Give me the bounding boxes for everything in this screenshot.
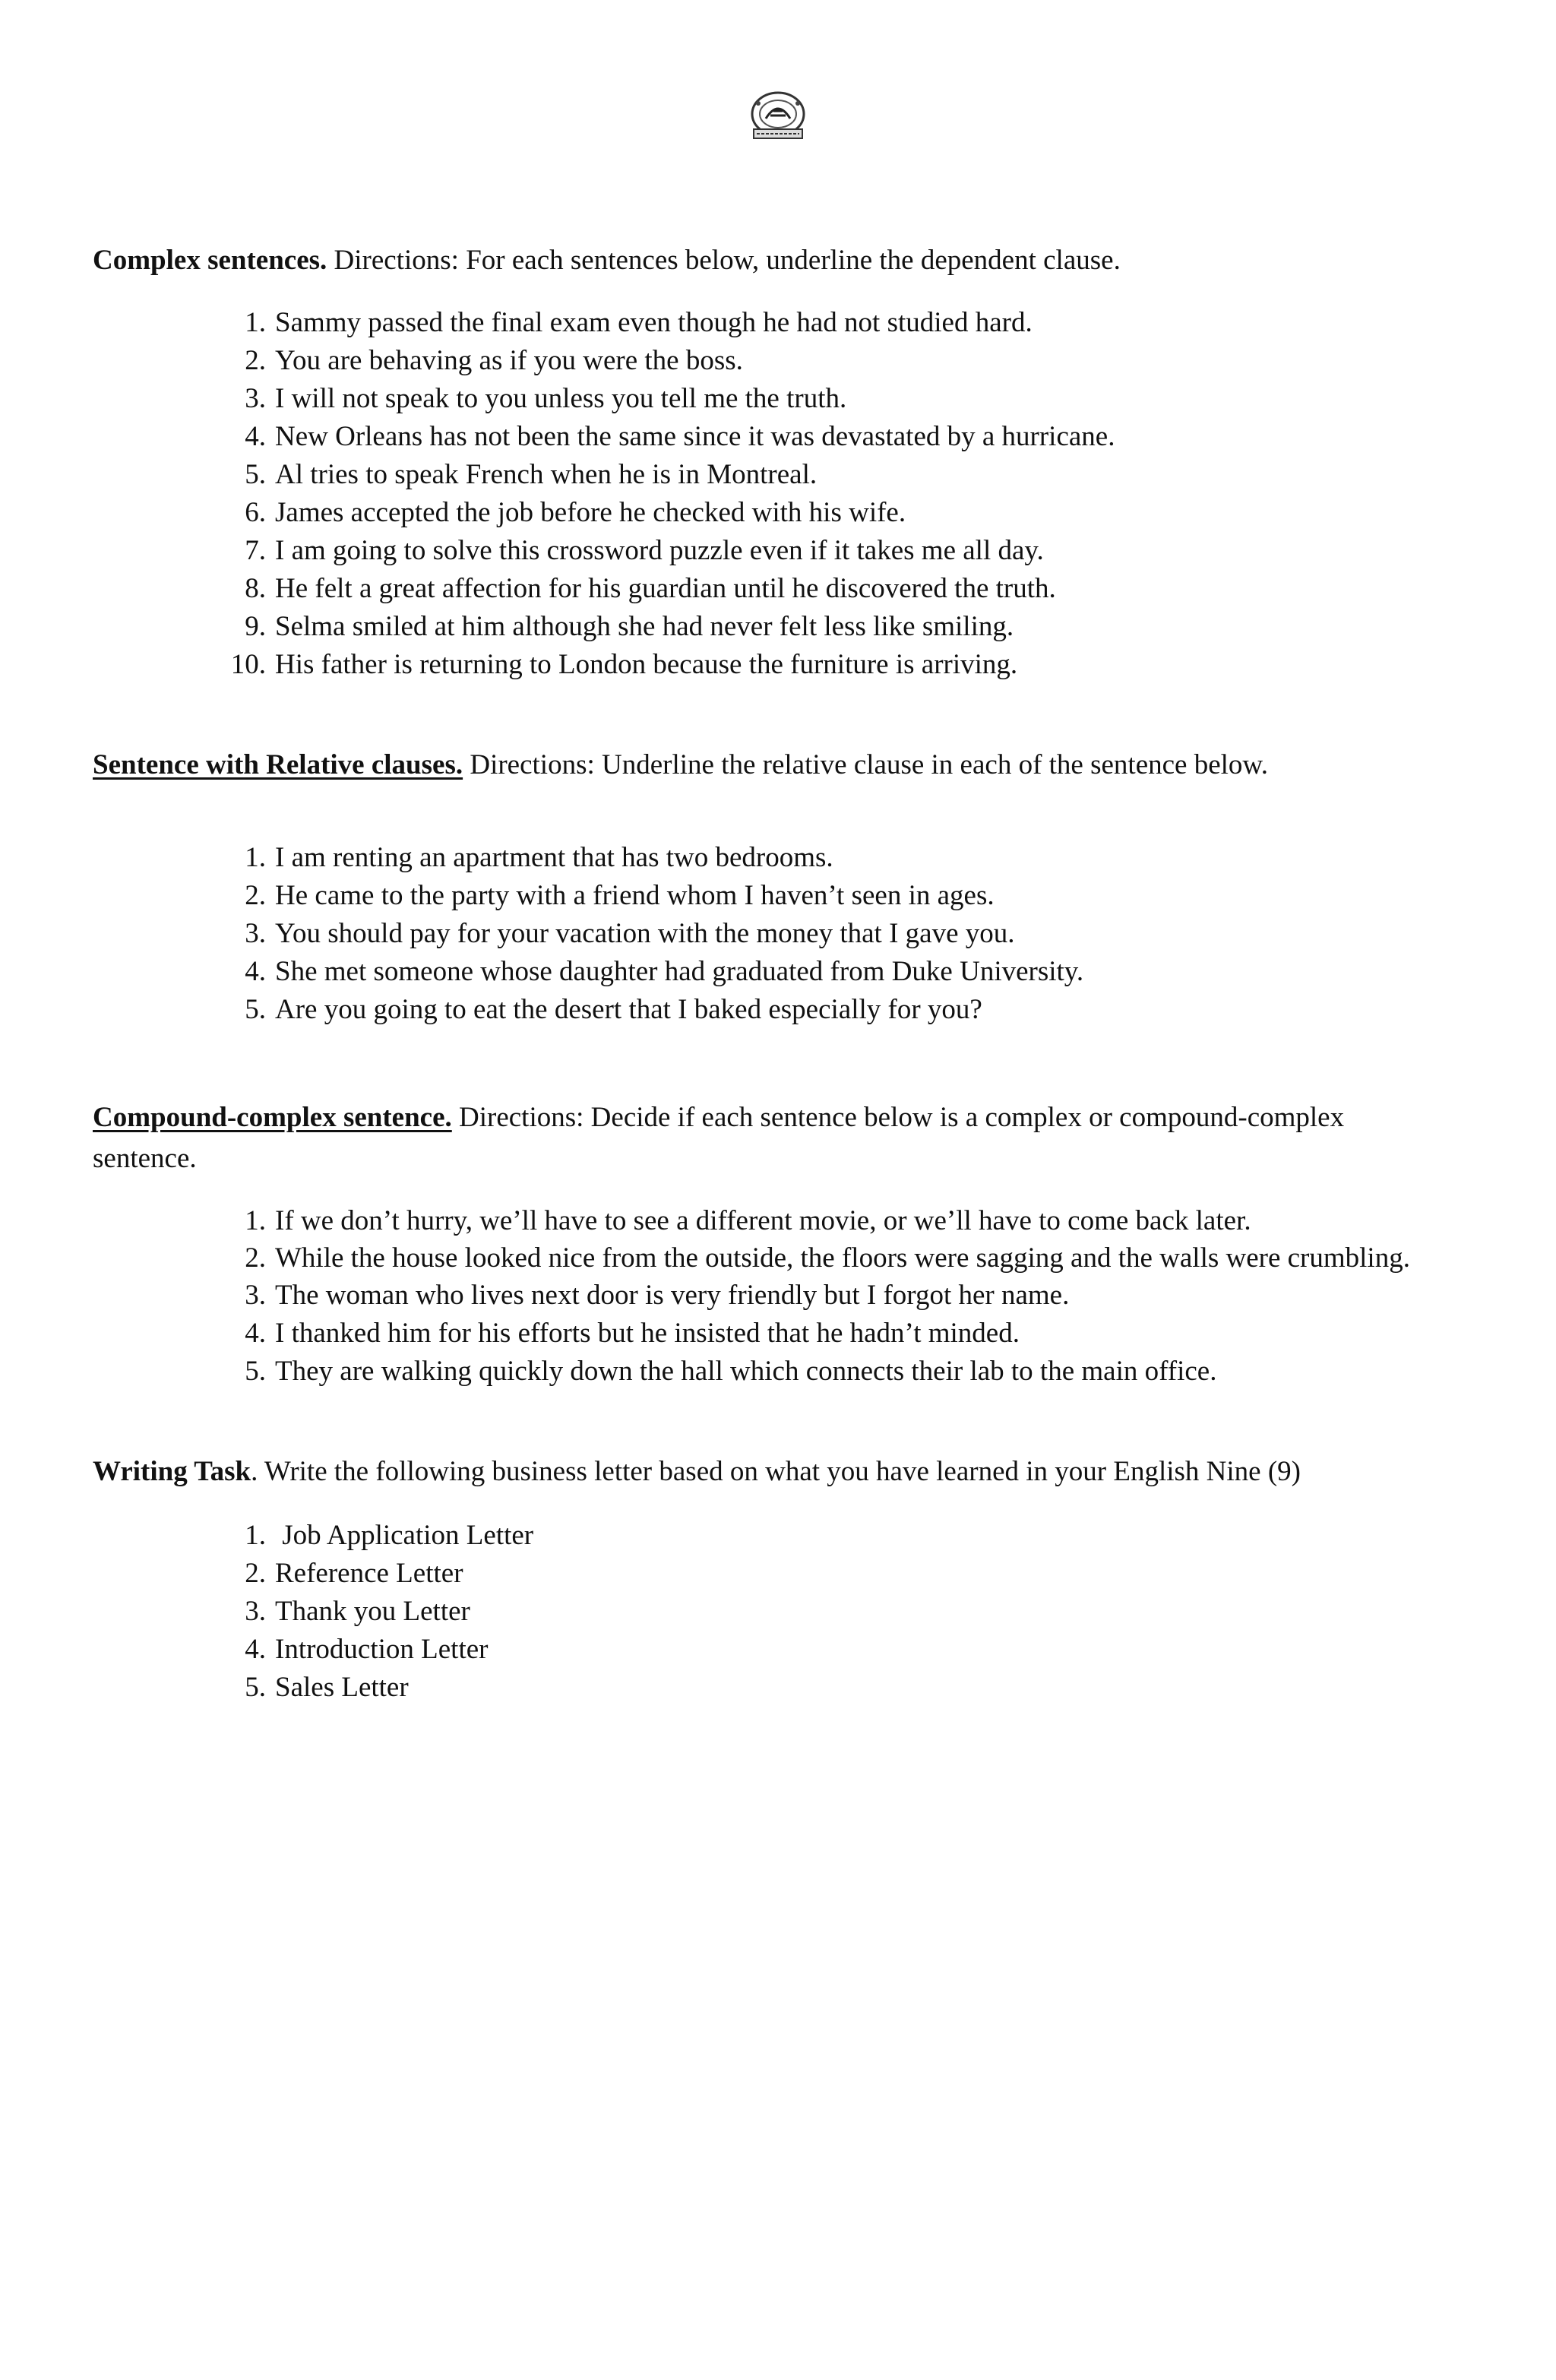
item-number: 2. (245, 880, 266, 911)
list-item (93, 456, 1430, 494)
item-text: I am going to solve this crossword puzzle even if it takes me all day. (275, 535, 1044, 566)
list-item (93, 877, 1430, 915)
item-number: 3. (245, 383, 266, 414)
item-text: She met someone whose daughter had graduated from Duke University. (275, 956, 1084, 987)
item-number: 10. (230, 649, 266, 680)
item-number: 4. (245, 421, 266, 452)
section-heading (93, 1097, 1430, 1179)
item-text: He felt a great affection for his guardian until he discovered the truth. (275, 573, 1056, 604)
item-text: While the house looked nice from the outside, the floors were sagging and the walls were crumbling. (275, 1242, 1410, 1274)
section-title: Compound-complex sentence. (93, 1102, 452, 1133)
complex-sentence-list (93, 304, 1430, 684)
item-text: I am renting an apartment that has two bedrooms. (275, 842, 833, 873)
list-item (93, 915, 1430, 953)
list-item (93, 1202, 1430, 1240)
section-title: Complex sentences. (93, 245, 327, 276)
item-number: 4. (245, 956, 266, 987)
item-text: You are behaving as if you were the boss. (275, 345, 743, 376)
item-text: Thank you Letter (275, 1596, 470, 1627)
item-text: Selma smiled at him although she had never felt less like smiling. (275, 611, 1014, 642)
list-item (93, 991, 1430, 1029)
list-item (93, 342, 1430, 380)
section-heading (93, 240, 1430, 281)
item-number: 5. (245, 1356, 266, 1387)
list-item (93, 1631, 1430, 1669)
item-text: He came to the party with a friend whom I haven’t seen in ages. (275, 880, 995, 911)
item-text: New Orleans has not been the same since it was devastated by a hurricane. (275, 421, 1115, 452)
list-item (93, 304, 1430, 342)
section-directions: Directions: Decide if each sentence below is a complex or compound-complex sentence. (93, 1102, 1345, 1174)
item-number: 2. (245, 1242, 266, 1274)
section-directions: Directions: For each sentences below, underline the dependent clause. (327, 245, 1121, 276)
list-item (93, 1517, 1430, 1555)
item-number: 7. (245, 535, 266, 566)
item-text: If we don’t hurry, we’ll have to see a different movie, or we’ll have to come back later. (275, 1205, 1251, 1236)
list-item (93, 1315, 1430, 1353)
item-number: 3. (245, 1280, 266, 1311)
list-item (93, 608, 1430, 646)
item-text: The woman who lives next door is very friendly but I forgot her name. (275, 1280, 1070, 1311)
item-text: You should pay for your vacation with the money that I gave you. (275, 918, 1015, 949)
item-text: Reference Letter (275, 1558, 463, 1589)
item-text: Job Application Letter (275, 1520, 534, 1551)
list-item (93, 494, 1430, 532)
item-text: They are walking quickly down the hall which connects their lab to the main office. (275, 1356, 1217, 1387)
writing-task-list (93, 1517, 1430, 1707)
relative-clause-list (93, 839, 1430, 1029)
list-item (93, 1669, 1430, 1707)
item-number: 2. (245, 1558, 266, 1589)
item-number: 3. (245, 1596, 266, 1627)
item-number: 5. (245, 994, 266, 1025)
section-heading (93, 745, 1430, 786)
section-complex-sentences (93, 240, 1430, 684)
section-directions: Directions: Underline the relative clause in each of the sentence below. (463, 749, 1268, 780)
item-text: His father is returning to London because the furniture is arriving. (275, 649, 1018, 680)
item-number: 1. (245, 307, 266, 338)
list-item (93, 839, 1430, 877)
list-item (93, 418, 1430, 456)
item-text: James accepted the job before he checked with his wife. (275, 497, 906, 528)
item-text: Sales Letter (275, 1672, 409, 1703)
item-text: Al tries to speak French when he is in Montreal. (275, 459, 818, 490)
item-number: 9. (245, 611, 266, 642)
item-number: 5. (245, 459, 266, 490)
compound-complex-list (93, 1202, 1430, 1391)
item-text: Sammy passed the final exam even though he had not studied hard. (275, 307, 1033, 338)
list-item (93, 953, 1430, 991)
item-text: Introduction Letter (275, 1634, 489, 1665)
list-item (93, 1593, 1430, 1631)
list-item (93, 532, 1430, 570)
item-text: Are you going to eat the desert that I baked especially for you? (275, 994, 982, 1025)
item-number: 3. (245, 918, 266, 949)
list-item (93, 380, 1430, 418)
item-text: I thanked him for his efforts but he insisted that he hadn’t minded. (275, 1318, 1020, 1349)
list-item (93, 646, 1430, 684)
list-item (93, 1277, 1430, 1315)
item-number: 8. (245, 573, 266, 604)
item-number: 4. (245, 1318, 266, 1349)
section-title: Sentence with Relative clauses. (93, 749, 463, 780)
item-number: 4. (245, 1634, 266, 1665)
list-item (93, 570, 1430, 608)
list-item (93, 1353, 1430, 1391)
item-number: 6. (245, 497, 266, 528)
section-relative-clauses (93, 745, 1430, 1029)
list-item (93, 1555, 1430, 1593)
item-number: 1. (245, 1205, 266, 1236)
item-number: 5. (245, 1672, 266, 1703)
section-title: Writing Task (93, 1456, 251, 1487)
section-writing-task (93, 1451, 1430, 1707)
item-number: 1. (245, 842, 266, 873)
section-compound-complex (93, 1097, 1430, 1391)
list-item (93, 1240, 1430, 1277)
item-number: 1. (245, 1520, 266, 1551)
section-directions: . Write the following business letter based on what you have learned in your English Nine (9) (251, 1456, 1301, 1487)
school-crest-logo-icon (735, 88, 821, 144)
item-number: 2. (245, 345, 266, 376)
item-text: I will not speak to you unless you tell me the truth. (275, 383, 847, 414)
section-heading (93, 1451, 1430, 1492)
